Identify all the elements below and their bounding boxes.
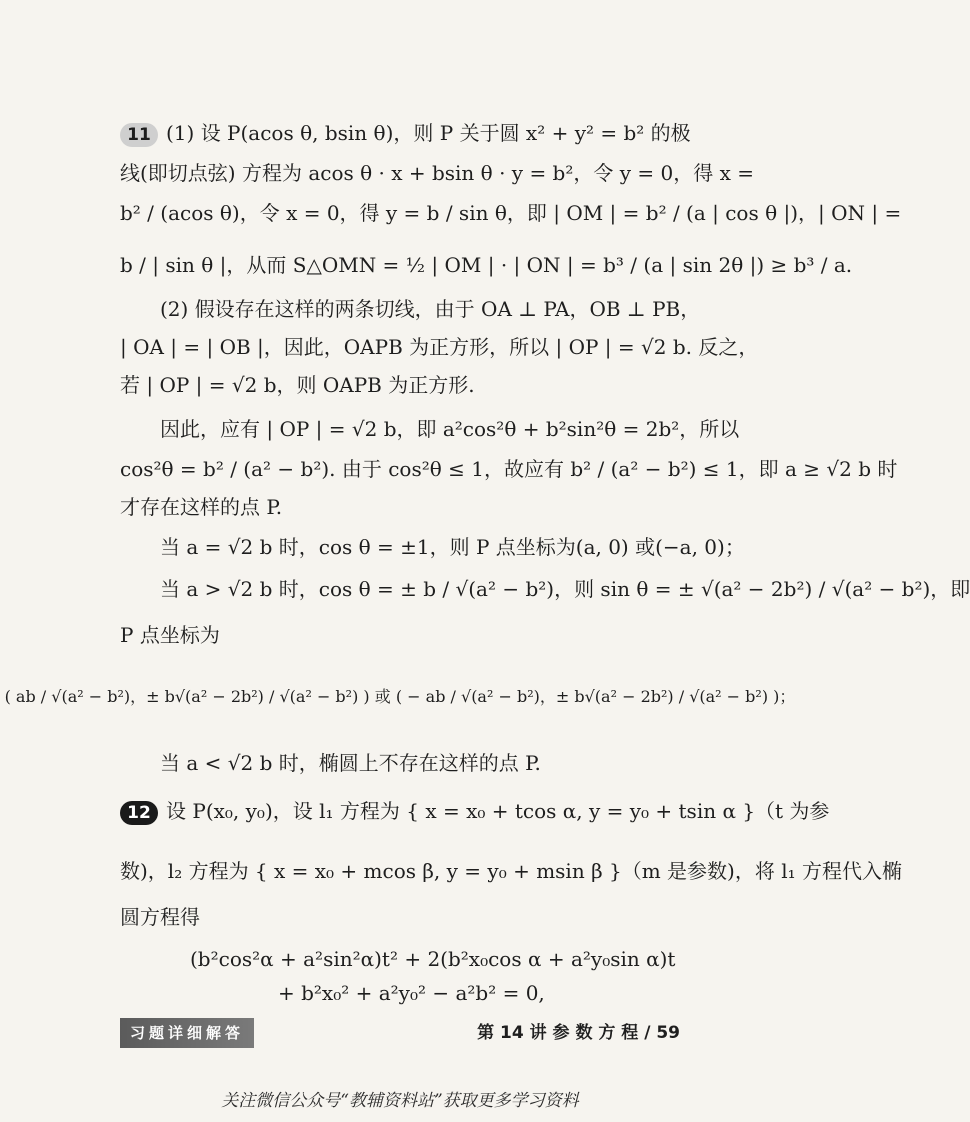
problem-12-line-1: [120, 798, 830, 825]
problem-11-line-10: 才存在这样的点 P.: [120, 495, 283, 519]
problem-11-line-8: 因此，应有 | OP | = √2 b，即 a²cos²θ + b²sin²θ = 2b²，所以: [160, 417, 740, 441]
problem-11-line-12: 当 a > √2 b 时，cos θ = ± b / √(a² − b²)，则 sin θ = ± √(a² − 2b²) / √(a² − b²)，即: [160, 577, 970, 601]
problem-11-line-2: 线(即切点弦) 方程为 acos θ · x + bsin θ · y = b²，令 y = 0，得 x =: [120, 161, 754, 185]
watermark-text: 关注微信公众号“教辅资料站”获取更多学习资料: [221, 1091, 579, 1111]
problem-12-equation-1: (b²cos²α + a²sin²α)t² + 2(b²x₀cos α + a²y₀sin α)t: [190, 947, 676, 971]
problem-11-coordinates: ( ab / √(a² − b²)，± b√(a² − 2b²) / √(a² − b²) ) 或 ( − ab / √(a² − b²)，± b√(a² − 2b²) / √(a² − b²) )；: [4, 687, 796, 706]
problem-11-line-13: P 点坐标为: [120, 623, 220, 647]
problem-11-badge: 11: [120, 123, 158, 147]
problem-11-line-9: cos²θ = b² / (a² − b²). 由于 cos²θ ≤ 1，故应有 b² / (a² − b²) ≤ 1，即 a ≥ √2 b 时: [120, 457, 898, 481]
problem-11-line-6: | OA | = | OB |，因此，OAPB 为正方形，所以 | OP | = √2 b. 反之，: [120, 335, 759, 359]
page-footer: [120, 1018, 680, 1048]
problem-11-line-3: b² / (acos θ)，令 x = 0，得 y = b / sin θ，即 | OM | = b² / (a | cos θ |)，| ON | =: [120, 201, 902, 225]
problem-11-line-7: 若 | OP | = √2 b，则 OAPB 为正方形.: [120, 373, 475, 397]
footer-chapter-page: 第 14 讲 参 数 方 程 / 59: [477, 1023, 680, 1043]
problem-11-line-11: 当 a = √2 b 时，cos θ = ±1，则 P 点坐标为(a, 0) 或(−a, 0)；: [160, 535, 745, 559]
problem-12-line-2: 数)，l₂ 方程为 { x = x₀ + mcos β, y = y₀ + msin β }（m 是参数)，将 l₁ 方程代入椭: [120, 859, 902, 883]
problem-11-line-15: 当 a < √2 b 时，椭圆上不存在这样的点 P.: [160, 751, 541, 775]
problem-12-line-3: 圆方程得: [120, 905, 200, 929]
text: 设 P(x₀, y₀)，设 l₁ 方程为 { x = x₀ + tcos α, y = y₀ + tsin α }（t 为参: [166, 799, 830, 823]
problem-12-badge: 12: [120, 801, 158, 825]
problem-11-line-1: [120, 120, 691, 147]
problem-11-line-4: b / | sin θ |，从而 S△OMN = ½ | OM | · | ON | = b³ / (a | sin 2θ |) ≥ b³ / a.: [120, 253, 853, 277]
problem-11-line-5: (2) 假设存在这样的两条切线，由于 OA ⊥ PA，OB ⊥ PB，: [160, 297, 701, 321]
problem-12-equation-2: + b²x₀² + a²y₀² − a²b² = 0,: [278, 981, 545, 1005]
footer-section-label: 习题详细解答: [120, 1018, 254, 1048]
text: (1) 设 P(acos θ, bsin θ)，则 P 关于圆 x² + y² = b² 的极: [166, 121, 691, 145]
